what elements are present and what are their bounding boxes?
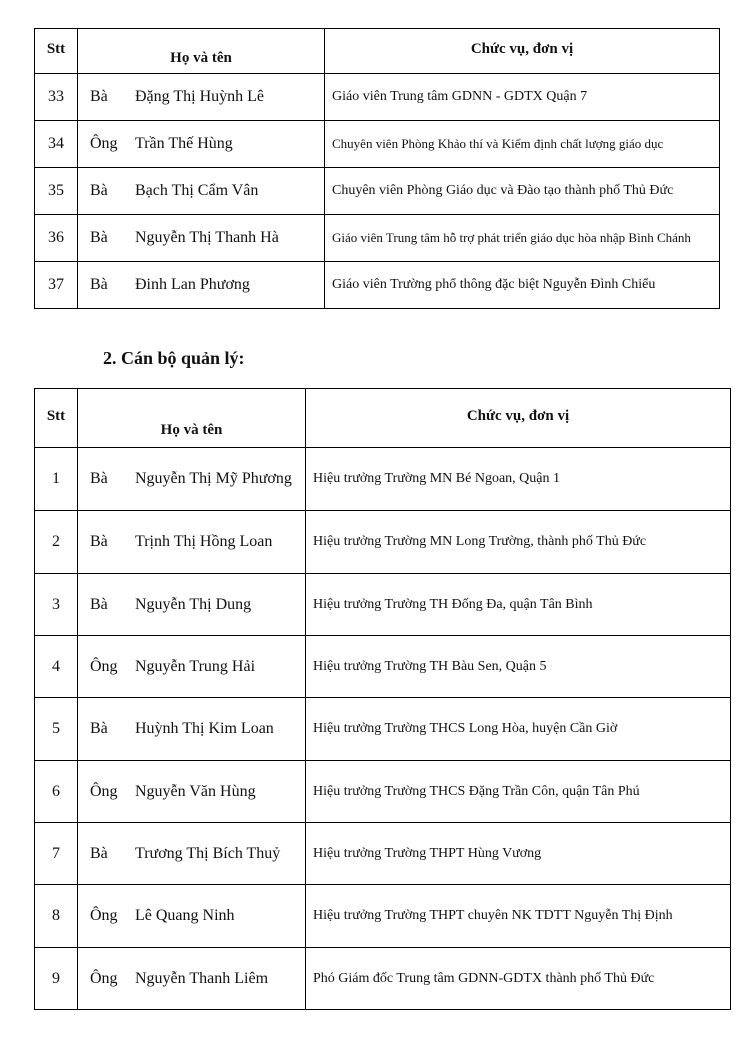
row-stt: 3 [35,574,78,636]
staff-table-managers [34,388,731,1010]
row-full-name: Nguyễn Trung Hải [135,657,256,675]
column-header-stt: Stt [35,29,78,74]
row-honorific: Bà [90,470,108,487]
row-person [78,262,325,309]
row-position: Hiệu trưởng Trường THPT Hùng Vương [306,823,731,885]
table-row [35,121,720,168]
row-position: Hiệu trưởng Trường MN Bé Ngoan, Quận 1 [306,448,731,511]
row-position: Giáo viên Trung tâm GDNN - GDTX Quận 7 [325,74,720,121]
row-person [78,636,306,698]
staff-table-teachers [34,28,720,309]
row-full-name: Nguyễn Thị Thanh Hà [135,229,279,246]
row-stt: 8 [35,885,78,948]
table-row [35,511,731,574]
table-row [35,262,720,309]
row-honorific: Ông [90,969,118,987]
table-row [35,448,731,511]
row-full-name: Đinh Lan Phương [135,276,250,293]
table-row [35,215,720,262]
row-position: Hiệu trưởng Trường THPT chuyên NK TDTT Nguyễn Thị Định [306,885,731,948]
row-honorific: Bà [90,276,108,293]
row-position: Hiệu trưởng Trường TH Đống Đa, quận Tân Bình [306,574,731,636]
table-row [35,574,731,636]
row-position: Hiệu trưởng Trường THCS Long Hòa, huyện Cần Giờ [306,698,731,761]
row-stt: 9 [35,948,78,1010]
row-full-name: Nguyễn Thị Dung [135,595,252,613]
column-header-position: Chức vụ, đơn vị [325,29,720,74]
row-person [78,698,306,761]
row-honorific: Ông [90,782,118,800]
table-row [35,168,720,215]
row-position: Chuyên viên Phòng Giáo dục và Đào tạo thành phố Thủ Đức [325,168,720,215]
row-full-name: Huỳnh Thị Kim Loan [135,720,274,737]
row-full-name: Đặng Thị Huỳnh Lê [135,88,265,105]
row-stt: 37 [35,262,78,309]
row-person [78,761,306,823]
column-header-stt: Stt [35,389,78,448]
row-full-name: Trịnh Thị Hồng Loan [135,533,273,550]
table-row [35,761,731,823]
section-heading-managers: 2. Cán bộ quản lý: [103,348,245,368]
row-position: Hiệu trưởng Trường MN Long Trường, thành phố Thủ Đức [306,511,731,574]
row-honorific: Bà [90,88,108,105]
row-honorific: Bà [90,229,108,246]
row-position: Hiệu trưởng Trường THCS Đặng Trần Côn, quận Tân Phú [306,761,731,823]
row-honorific: Ông [90,657,118,675]
row-stt: 6 [35,761,78,823]
row-stt: 7 [35,823,78,885]
row-stt: 33 [35,74,78,121]
table-row [35,823,731,885]
row-position: Chuyên viên Phòng Khảo thí và Kiểm định chất lượng giáo dục [325,121,720,168]
row-honorific: Bà [90,844,108,862]
row-person [78,574,306,636]
row-position: Phó Giám đốc Trung tâm GDNN-GDTX thành phố Thủ Đức [306,948,731,1010]
column-header-position: Chức vụ, đơn vị [306,389,731,448]
row-honorific: Ông [90,907,118,924]
row-stt: 4 [35,636,78,698]
table-row [35,74,720,121]
row-honorific: Bà [90,595,108,613]
table-row [35,885,731,948]
row-full-name: Nguyễn Văn Hùng [135,782,256,800]
row-honorific: Bà [90,720,108,737]
row-full-name: Nguyễn Thanh Liêm [135,969,269,987]
row-person [78,215,325,262]
row-person [78,121,325,168]
row-position: Giáo viên Trường phổ thông đặc biệt Nguyễn Đình Chiểu [325,262,720,309]
row-stt: 35 [35,168,78,215]
column-header-name: Họ và tên [78,29,325,74]
row-position: Hiệu trưởng Trường TH Bàu Sen, Quận 5 [306,636,731,698]
table-header-row [35,29,720,74]
row-person [78,74,325,121]
row-person [78,168,325,215]
row-stt: 2 [35,511,78,574]
row-person [78,448,306,511]
row-full-name: Trương Thị Bích Thuỷ [135,844,281,862]
row-person [78,948,306,1010]
table-header-row [35,389,731,448]
table-row [35,948,731,1010]
row-stt: 1 [35,448,78,511]
row-honorific: Bà [90,182,108,199]
table-row [35,698,731,761]
row-stt: 34 [35,121,78,168]
row-full-name: Lê Quang Ninh [135,907,235,924]
row-honorific: Bà [90,533,108,550]
table-row [35,636,731,698]
row-stt: 5 [35,698,78,761]
row-position: Giáo viên Trung tâm hỗ trợ phát triển giáo dục hòa nhập Bình Chánh [325,215,720,262]
row-full-name: Bạch Thị Cẩm Vân [135,182,259,199]
row-honorific: Ông [90,135,118,152]
row-full-name: Nguyễn Thị Mỹ Phương [135,470,292,487]
column-header-name: Họ và tên [78,389,306,448]
row-person [78,885,306,948]
row-full-name: Trần Thế Hùng [135,135,233,152]
row-stt: 36 [35,215,78,262]
row-person [78,823,306,885]
row-person [78,511,306,574]
